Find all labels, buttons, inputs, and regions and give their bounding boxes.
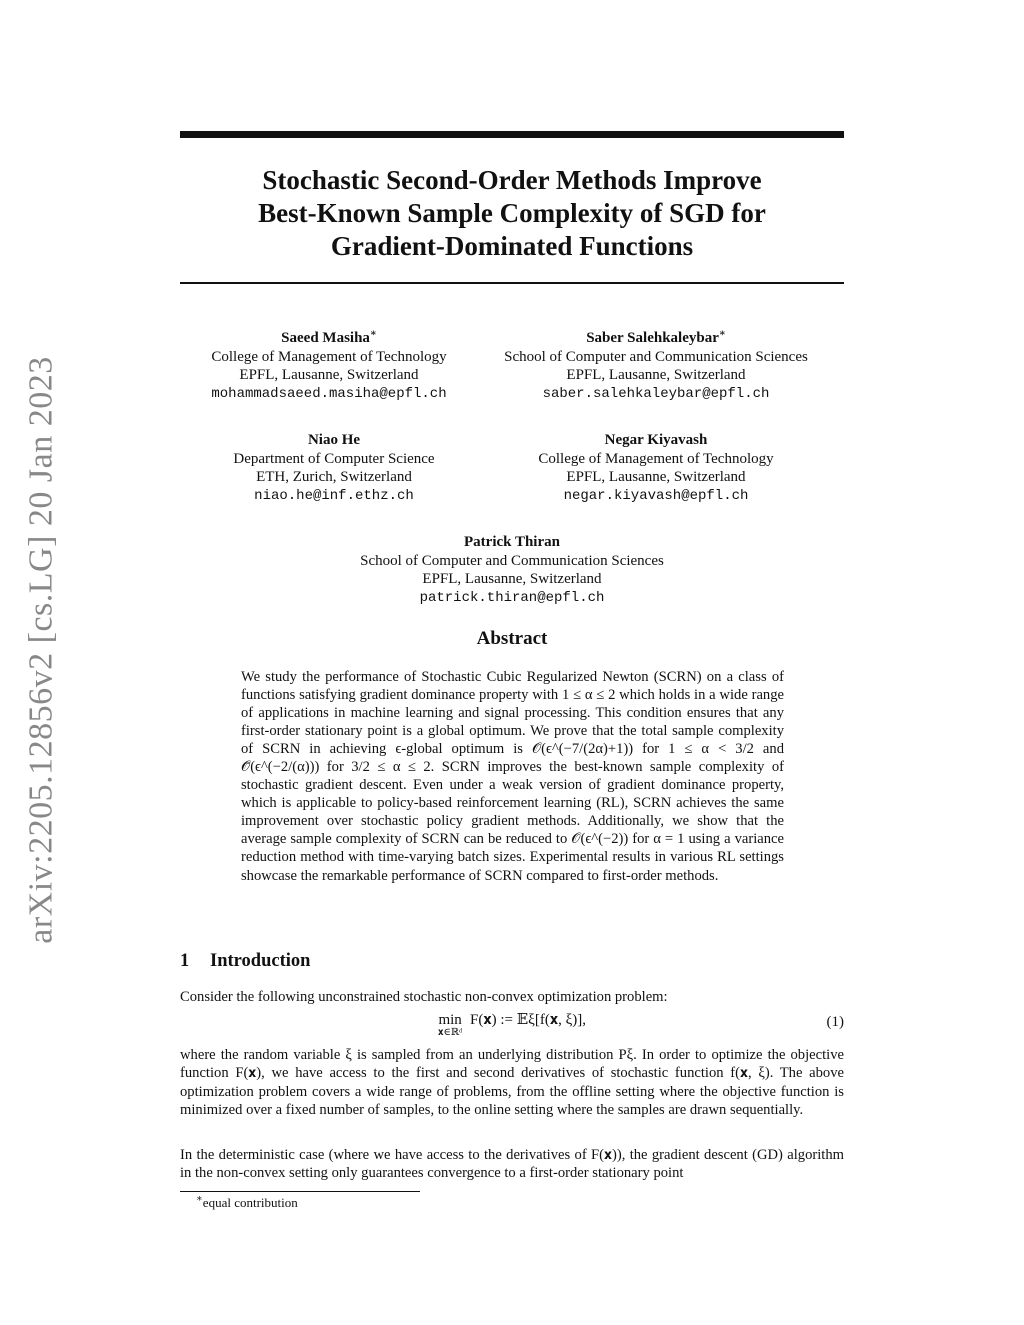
footnote-text: equal contribution [202,1195,298,1210]
equation-subscript: 𝐱∈ℝᵈ [437,1027,463,1038]
footnote [196,1195,298,1211]
author-location: EPFL, Lausanne, Switzerland [422,571,602,587]
author-name: Niao He [307,432,361,448]
arxiv-identifier [22,356,62,944]
equation-min-operator [438,1012,462,1038]
title-line: Best-Known Sample Complexity of SGD for [258,198,766,228]
equation-number: (1) [826,1014,844,1030]
author-email: saber.salehkaleybar@epfl.ch [542,385,770,402]
equation-1 [180,1012,844,1044]
author-email: negar.kiyavash@epfl.ch [563,487,749,504]
intro-paragraph-2: where the random variable ξ is sampled from an underlying distribution Pξ. In order to optimize the objective function F(𝐱), we have access to the first and second derivatives of stochastic function f(𝐱, ξ). The above optimization problem covers a wide range of problems, from the offline setting where the objective function is minimized over a fixed number of samples, to the online setting where the samples are drawn sequentially. [180,1047,844,1119]
title-line: Gradient-Dominated Functions [330,231,694,261]
equation-expression: F(𝐱) := 𝔼ξ[f(𝐱, ξ)], [470,1012,587,1028]
equation-operator: min [438,1012,462,1028]
intro-paragraph-1: Consider the following unconstrained stochastic non-convex optimization problem: [180,989,668,1005]
author-block-thiran [312,533,712,607]
section-number: 1 [180,951,190,971]
author-location: EPFL, Lausanne, Switzerland [239,367,419,383]
author-location: EPFL, Lausanne, Switzerland [566,469,746,485]
abstract-heading: Abstract [476,628,548,649]
abstract-text: We study the performance of Stochastic Cubic Regularized Newton (SCRN) on a class of functions satisfying gradient dominance property with 1 ≤ α ≤ 2 which holds in a wide range of applications in machine learning and signal processing. This condition ensures that any first-order stationary point is a global optimum. We prove that the total sample complexity of SCRN in achieving ϵ-global optimum is 𝒪(ϵ^(−7/(2α)+1)) for 1 ≤ α < 3/2 and 𝒪̃(ϵ^(−2/(α))) for 3/2 ≤ α ≤ 2. SCRN improves the best-known sample complexity of stochastic gradient descent. Even under a weak version of gradient dominance property, which is applicable to policy-based reinforcement learning (RL), SCRN achieves the same improvement over stochastic policy gradient methods. Additionally, we show that the average sample complexity of SCRN can be reduced to 𝒪(ϵ^(−2)) for α = 1 using a variance reduction method with time-varying batch sizes. Experimental results in various RL settings showcase the remarkable performance of SCRN compared to first-order methods. [241,669,784,884]
footnote-rule [180,1191,420,1192]
author-affiliation: Department of Computer Science [233,450,435,467]
footnote-mark: ∗ [196,1193,203,1205]
equation-body [180,1012,844,1038]
author-block-kiyavash [500,431,812,505]
author-block-salehkaleybar [478,329,834,403]
author-name: Saeed Masiha∗ [281,328,377,346]
author-email: mohammadsaeed.masiha@epfl.ch [211,385,447,402]
author-email: patrick.thiran@epfl.ch [419,589,605,606]
title-top-rule [180,131,844,138]
author-name: Saber Salehkaleybar∗ [586,328,726,346]
title-line: Stochastic Second-Order Methods Improve [262,165,762,195]
section-title: Introduction [210,951,311,971]
author-affiliation: College of Management of Technology [211,348,447,365]
section-heading-introduction [180,951,310,972]
author-block-he [198,431,470,505]
author-affiliation: School of Computer and Communication Sciences [360,552,664,569]
arxiv-identifier-text: arXiv:2205.12856v2 [cs.LG] 20 Jan 2023 [23,356,61,944]
author-name: Negar Kiyavash [604,432,708,448]
author-affiliation: School of Computer and Communication Sciences [504,348,808,365]
title-bottom-rule [180,282,844,284]
intro-paragraph-3: In the deterministic case (where we have access to the derivatives of F(𝐱)), the gradient descent (GD) algorithm in the non-convex setting only guarantees convergence to a first-order stationary point [180,1147,844,1182]
author-email: niao.he@inf.ethz.ch [254,487,414,504]
author-name: Patrick Thiran [464,534,560,550]
author-location: ETH, Zurich, Switzerland [256,469,412,485]
paper-title [180,164,844,263]
author-affiliation: College of Management of Technology [538,450,774,467]
author-block-masiha [180,329,478,403]
author-location: EPFL, Lausanne, Switzerland [566,367,746,383]
